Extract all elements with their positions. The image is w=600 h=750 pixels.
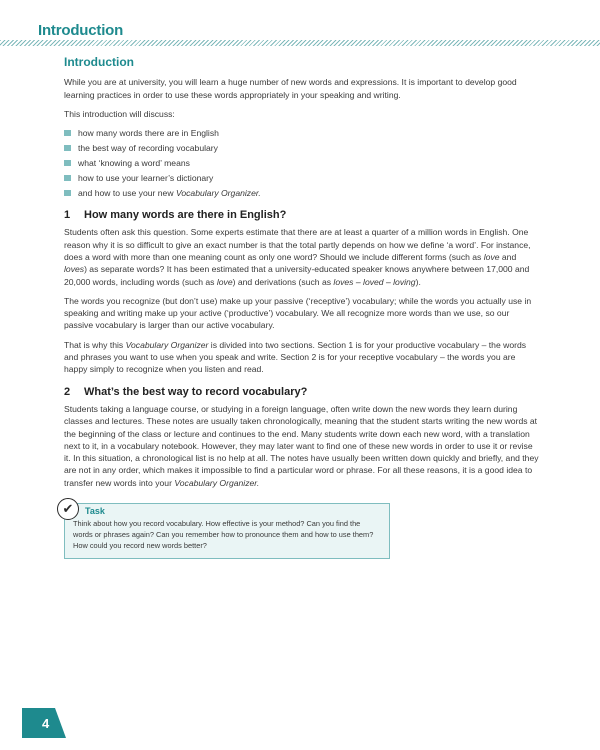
section-1-paragraph-3: That is why this Vocabulary Organizer is divided into two sections. Section 1 is for your productive vocabulary – the words and phrases you want to use when you speak and write. Section 2 is for your receptive vocabulary – the words you are happy simply to recognize when you listen and read.	[64, 339, 527, 375]
task-text: Think about how you record vocabulary. How effective is your method? Can you find the words or phrases again? Can you remember how to pronounce them and how to use them? How could you record new words better?	[73, 518, 374, 551]
chapter-header	[0, 10, 600, 38]
list-item: the best way of recording vocabulary	[64, 142, 540, 154]
intro-paragraph-2: This introduction will discuss:	[64, 108, 175, 119]
section-1-paragraph-1: Students often ask this question. Some experts estimate that there are at least a quarter of a million words in English. One reason why it is so difficult to give an exact number is that the total partly depends on how we define ‘a word’. For instance, does a word with more than one meaning count as only one word? Should we include different forms (such as love and loves) as separate words? It has been estimated that a university-educated speaker knows anywhere between 17,000 and 20,000 words, including words (such as love) and derivations (such as loves – loved – loving).	[64, 227, 531, 287]
task-title: Task	[85, 505, 105, 516]
task-box	[64, 503, 390, 559]
checkmark-circle-icon: ✔	[57, 498, 79, 520]
list-item: and how to use your new Vocabulary Organizer.	[64, 187, 540, 199]
square-bullet-icon	[64, 190, 71, 196]
page-content	[64, 56, 540, 559]
intro-paragraph-1: While you are at university, you will learn a huge number of new words and expressions. It is important to develop good learning practices in order to use these words appropriately in your speaking and writing.	[64, 77, 517, 100]
section-2-paragraph-1: Students taking a language course, or studying in a foreign language, often write down the new words they learn during classes and lectures. These notes are usually taken chronologically, meaning that the student starts writing the new words at the beginning of the class or lecture and continues to the end. Many students write down each new word, with a translation next to it, in a vocabulary notebook. However, they may later want to find one of these new words in order to use it or revise it. In this situation, a chronological list is no help at all. The notes have usually been written down quickly and briefly, and they are not in any order, which makes it impossible to find a particular word or phrase. For all these reasons, it is a good idea to transfer new words into your Vocabulary Organizer.	[64, 403, 539, 488]
header-stripe	[0, 40, 600, 46]
section-1-paragraph-2: The words you recognize (but don’t use) make up your passive (‘receptive’) vocabulary; while the words you actually use in speaking and writing make up your active (‘productive’) vocabulary. We all recognize more words than we use, so our passive vocabulary is larger than our active vocabulary.	[64, 295, 532, 331]
square-bullet-icon	[64, 130, 71, 136]
square-bullet-icon	[64, 175, 71, 181]
intro-title: Introduction	[64, 55, 134, 69]
square-bullet-icon	[64, 145, 71, 151]
list-item: how many words there are in English	[64, 127, 540, 139]
list-item: what ‘knowing a word’ means	[64, 157, 540, 169]
section-number: 1	[64, 209, 71, 222]
list-item: how to use your learner’s dictionary	[64, 172, 540, 184]
section-1-heading: 1 How many words are there in English?	[64, 209, 287, 222]
section-number: 2	[64, 385, 71, 398]
chapter-title: Introduction	[38, 22, 124, 39]
intro-bullet-list	[64, 127, 540, 199]
square-bullet-icon	[64, 160, 71, 166]
section-2-heading: 2 What’s the best way to record vocabulary?	[64, 385, 308, 398]
page-number: 4	[42, 716, 50, 731]
